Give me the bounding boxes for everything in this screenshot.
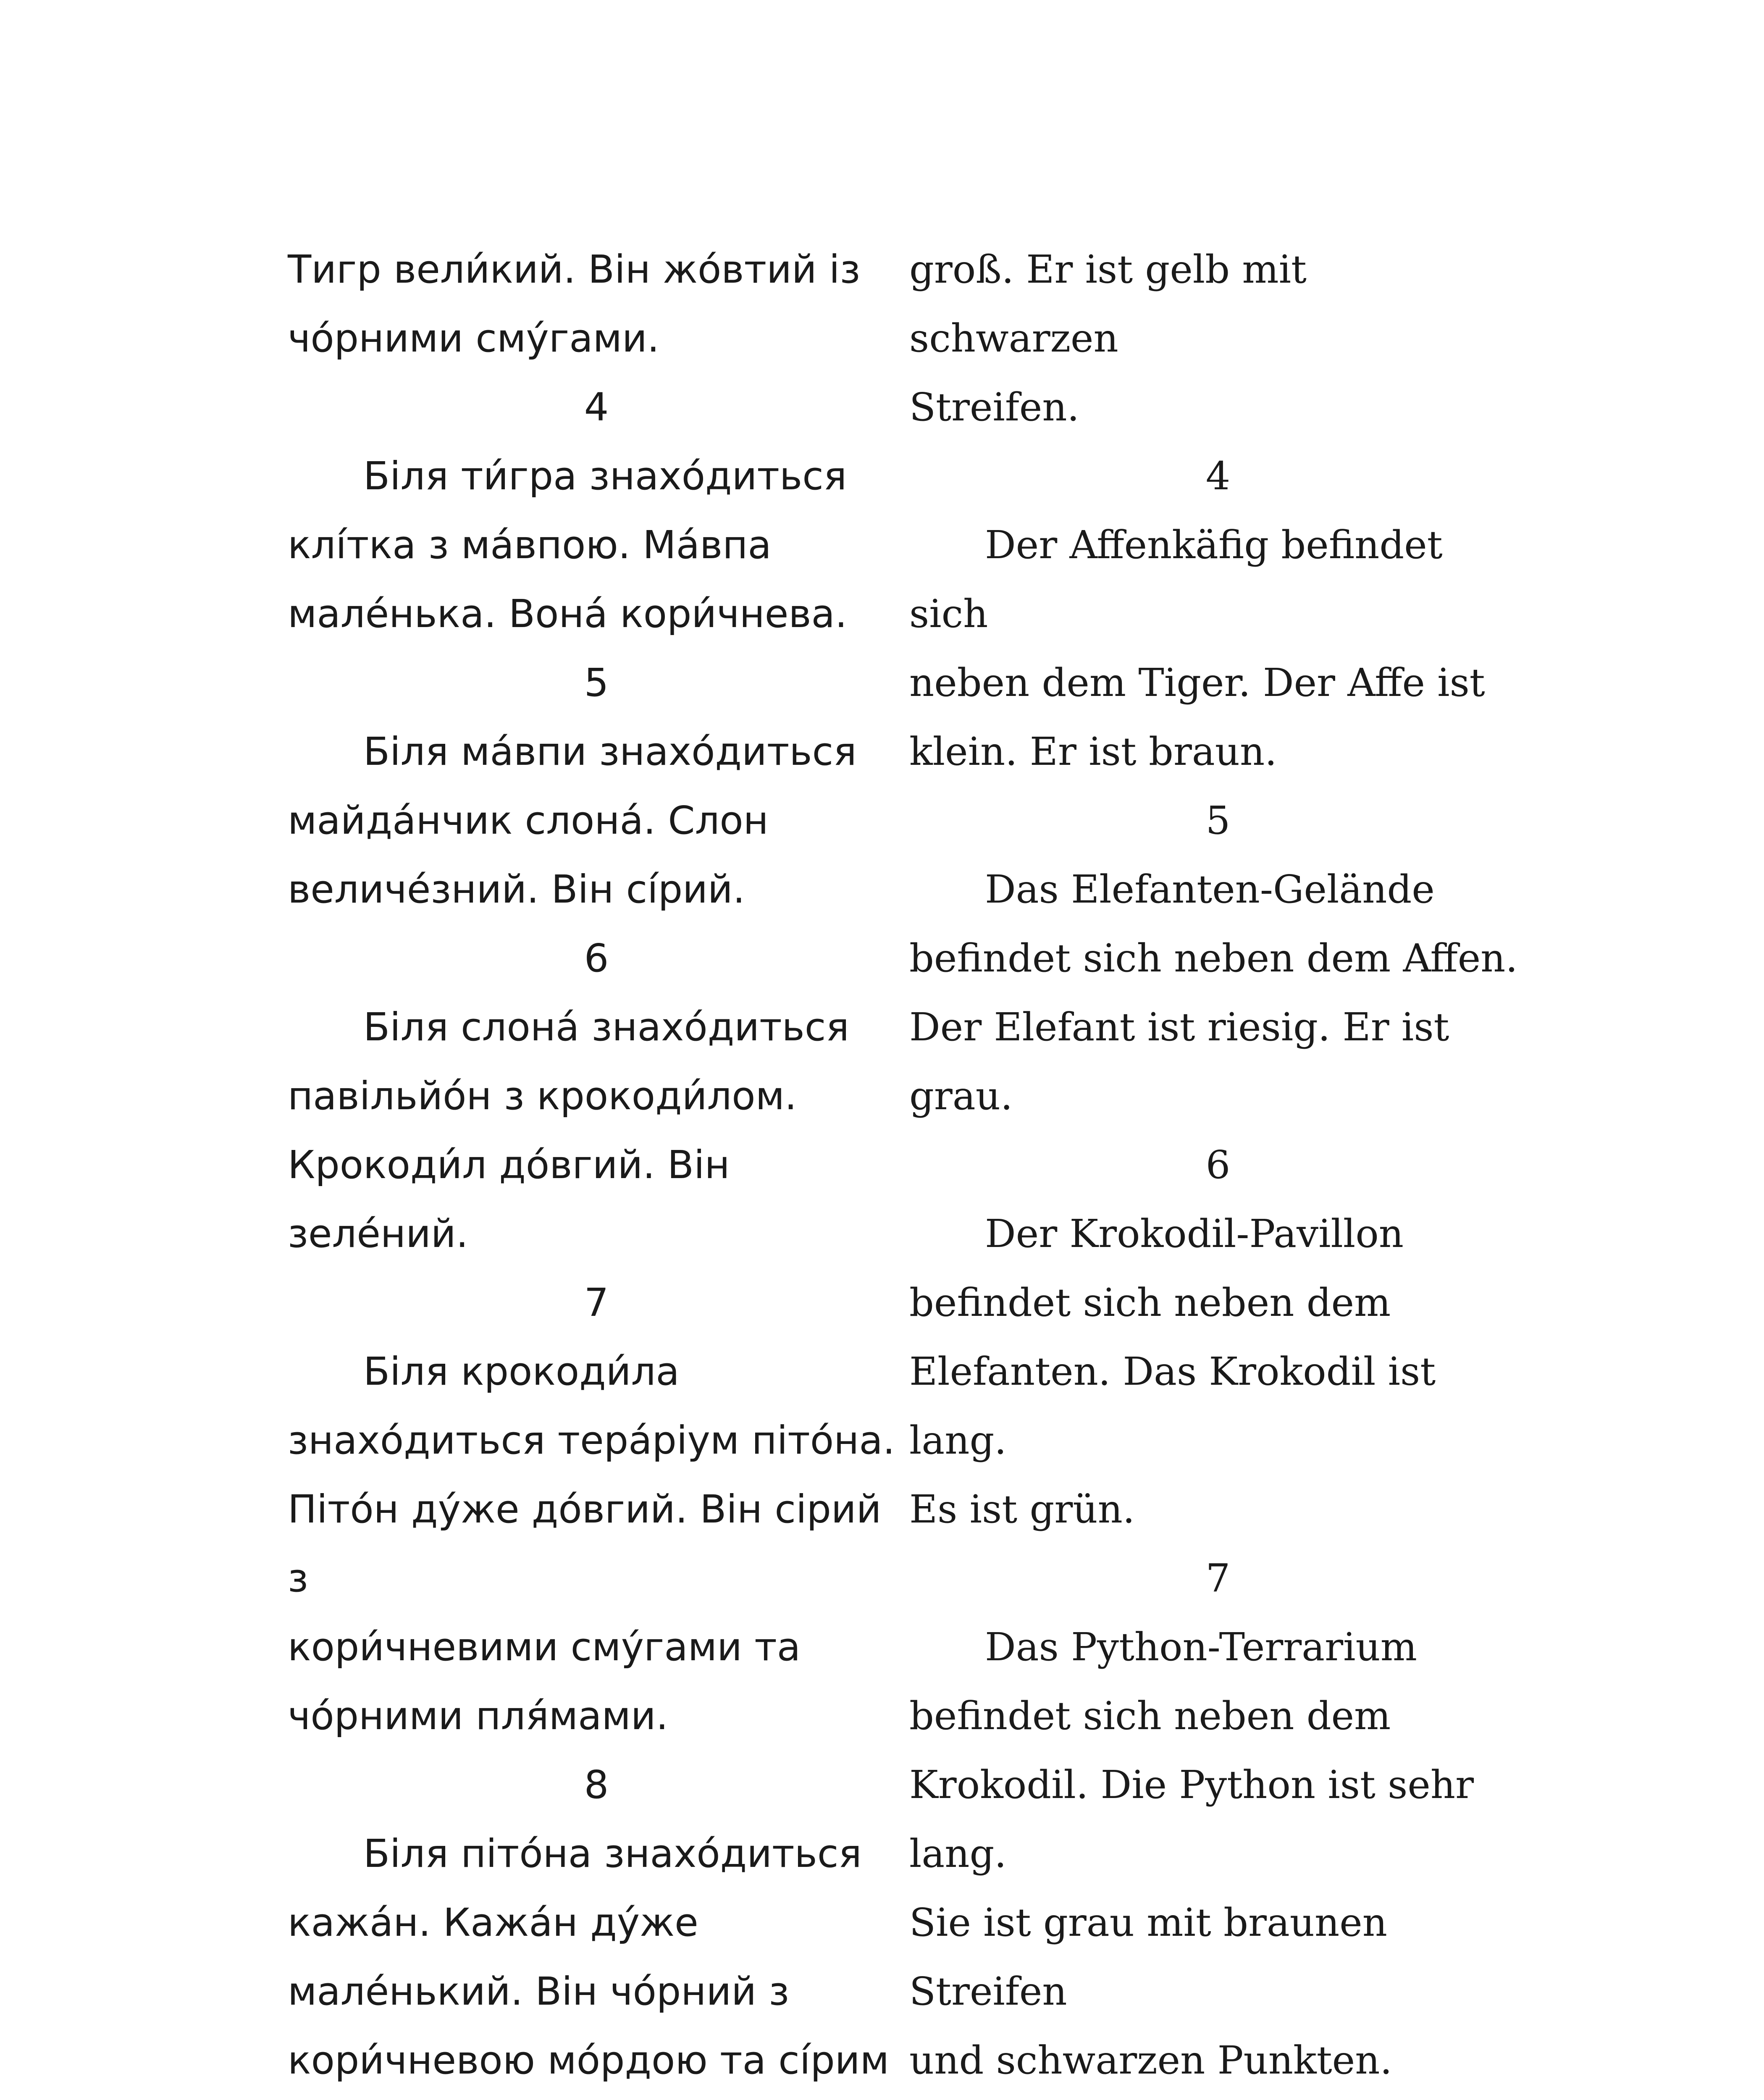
ukrainian-column [288,235,905,2100]
german-intro-paragraph: groß. Er ist gelb mit schwarzen Streifen. [909,247,1307,430]
german-paragraph: Der Affenkäfig befindet sich neben dem Tiger. Der Affe ist klein. Er ist braun. [909,522,1485,774]
german-paragraph: Das Elefanten-Gelände befindet sich neben dem Affen. Der Elefant ist riesig. Er ist grau. [909,867,1518,1118]
german-section-number: 5 [1205,798,1231,843]
ukrainian-section-number: 4 [584,385,609,430]
german-paragraph: Der Krokodil-Pavillon befindet sich neben dem Elefanten. Das Krokodil ist lang. Es ist grün. [909,1211,1436,1532]
german-section-number: 4 [1205,454,1231,499]
german-section-number [909,2095,1527,2100]
ukrainian-paragraph: Біля крокоди́ла знахо́диться тера́ріум піто́на. Піто́н ду́же до́вгий. Він сірий з кори́чневими сму́гами та чо́рними пля́мами. [288,1349,895,1738]
ukrainian-paragraph: Біля ти́гра знахо́диться клі́тка з ма́впою. Ма́впа мале́нька. Вона́ кори́чнева. [288,454,848,636]
german-section-number: 7 [1205,1556,1231,1601]
german-section-number: 6 [1205,1142,1231,1187]
ukrainian-section-number: 6 [584,936,609,981]
ukrainian-section-number: 7 [584,1280,609,1325]
ukrainian-paragraph: Біля піто́на знахо́диться кажа́н. Кажа́н ду́же мале́нький. Він чо́рний з кори́чневою мо́рдою та сі́рим [288,1831,889,2083]
ukrainian-section-number: 5 [584,660,609,705]
german-column [909,235,1527,2100]
ukrainian-paragraph: Біля ма́впи знахо́диться майда́нчик слона́. Слон величе́зний. Він сі́рий. [288,729,857,912]
ukrainian-intro-paragraph: Тигр вели́кий. Він жо́втий із чо́рними сму́гами. [288,247,861,361]
ukrainian-paragraph: Біля слона́ знахо́диться павільйо́н з крокоди́лом. Крокоди́л до́вгий. Він зеле́ний. [288,1005,849,1256]
german-paragraph: Das Python-Terrarium befindet sich neben dem Krokodil. Die Python ist sehr lang. Sie ist grau mit braunen Streifen und schwarzen Punkten. [909,1625,1474,2083]
ukrainian-section-number: 8 [584,1762,609,1807]
